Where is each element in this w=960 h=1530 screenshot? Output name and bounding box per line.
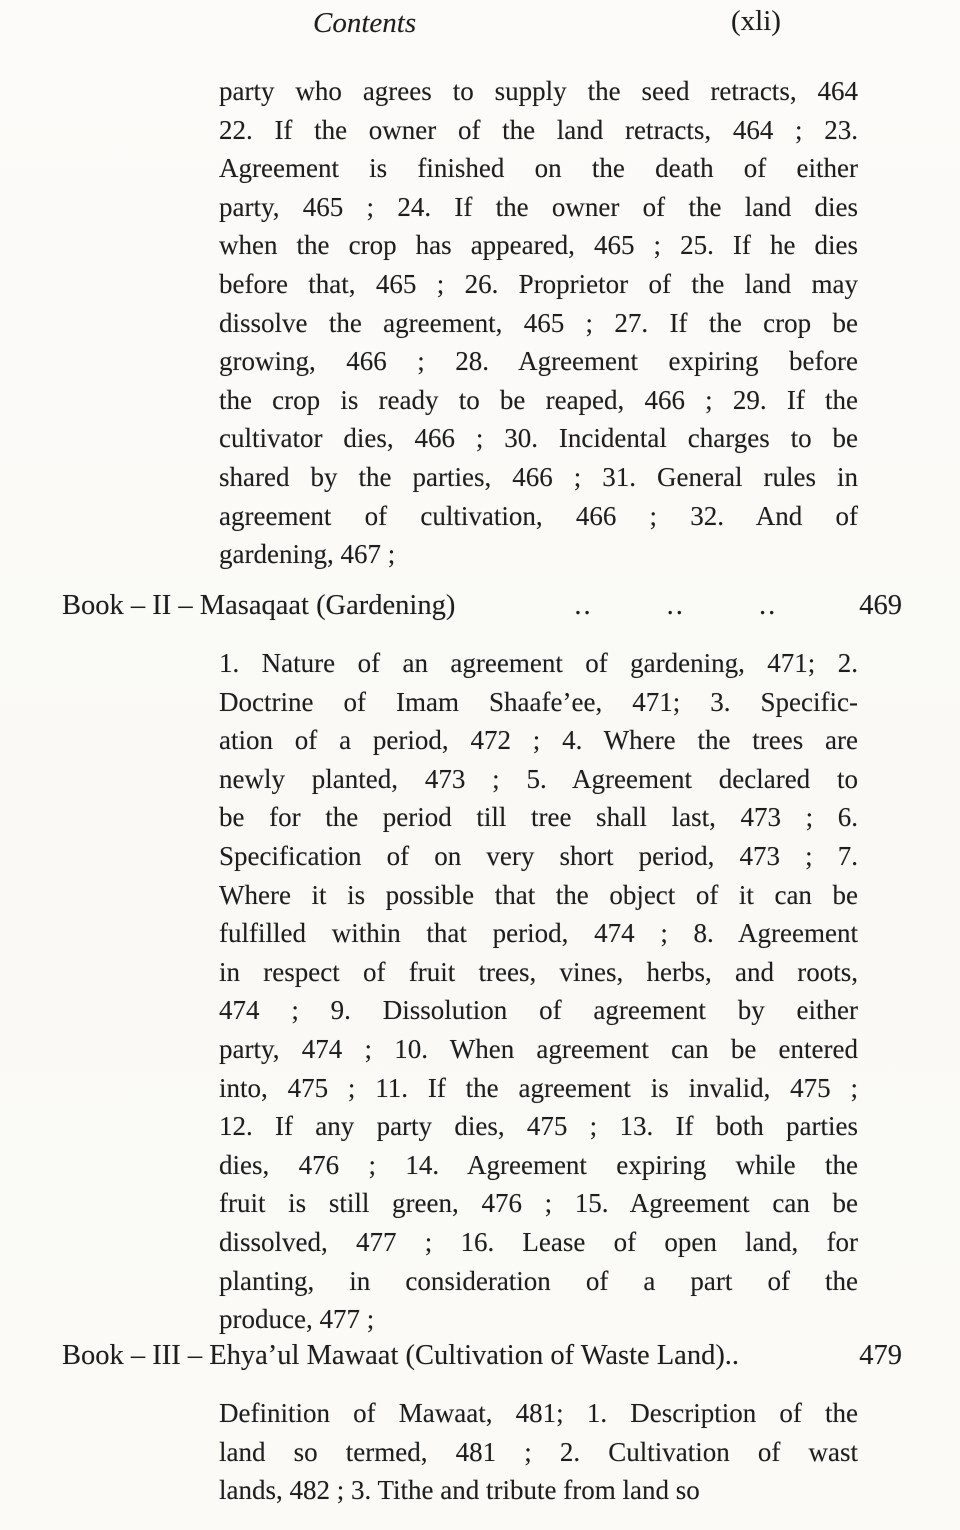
toc-line: lands, 482 ; 3. Tithe and tribute from land so (219, 1475, 700, 1506)
book-page-number: 469 (859, 590, 902, 621)
toc-line: produce, 477 ; (219, 1304, 375, 1335)
book-heading-3 (62, 1336, 902, 1375)
toc-line: party, 474 ; 10. When agreement can be entered (219, 1033, 858, 1064)
toc-line: planting, in consideration of a part of the (219, 1265, 858, 1296)
toc-line: dies, 476 ; 14. Agreement expiring while the (219, 1149, 858, 1180)
toc-line: land so termed, 481 ; 2. Cultivation of wast (219, 1436, 858, 1467)
dot-leader: .. (574, 590, 593, 621)
toc-line: 1. Nature of an agreement of gardening, 471; 2. (219, 648, 858, 678)
toc-line: Agreement is finished on the death of either (219, 153, 858, 184)
toc-line: Where it is possible that the object of it can be (219, 879, 858, 910)
toc-line: into, 475 ; 11. If the agreement is invalid, 475 ; (219, 1072, 858, 1103)
toc-line: newly planted, 473 ; 5. Agreement declared to (219, 763, 858, 794)
toc-line: fruit is still green, 476 ; 15. Agreement can be (219, 1188, 858, 1219)
toc-line: dissolve the agreement, 465 ; 27. If the crop be (219, 307, 858, 338)
toc-line: gardening, 467 ; (219, 539, 396, 570)
toc-line: party, 465 ; 24. If the owner of the land dies (219, 191, 858, 222)
toc-line: fulfilled within that period, 474 ; 8. Agreement (219, 918, 858, 949)
toc-line: party who agrees to supply the seed retracts, 464 (219, 76, 858, 106)
toc-line: Definition of Mawaat, 481; 1. Description of the (219, 1398, 858, 1428)
toc-line: the crop is ready to be reaped, 466 ; 29. If the (219, 384, 858, 415)
toc-line: ation of a period, 472 ; 4. Where the trees are (219, 725, 858, 756)
toc-line: before that, 465 ; 26. Proprietor of the land may (219, 268, 858, 299)
toc-line: agreement of cultivation, 466 ; 32. And of (219, 500, 858, 531)
toc-line: Specification of on very short period, 473 ; 7. (219, 840, 858, 871)
book-page-number: 479 (859, 1340, 902, 1371)
toc-line: 474 ; 9. Dissolution of agreement by either (219, 995, 858, 1026)
toc-line: growing, 466 ; 28. Agreement expiring before (219, 346, 858, 377)
toc-line: 12. If any party dies, 475 ; 13. If both parties (219, 1111, 858, 1142)
toc-paragraph-book2 (219, 644, 858, 1339)
toc-line: 22. If the owner of the land retracts, 464 ; 23. (219, 114, 858, 145)
dot-leaders (455, 586, 859, 625)
toc-line: cultivator dies, 466 ; 30. Incidental charges to be (219, 423, 858, 454)
toc-paragraph-book1-continued (219, 72, 858, 574)
dot-leader: .. (666, 590, 685, 621)
toc-line: be for the period till tree shall last, 473 ; 6. (219, 802, 858, 833)
book-heading-label: Book – II – Masaqaat (Gardening) (62, 590, 456, 621)
dot-leader: .. (758, 590, 778, 621)
book-heading-label: Book – III – Ehya’ul Mawaat (Cultivation of Waste Land).. (62, 1340, 740, 1371)
toc-line: when the crop has appeared, 465 ; 25. If he dies (219, 230, 858, 261)
page-title: Contents (313, 7, 417, 39)
toc-line: shared by the parties, 466 ; 31. General rules in (219, 461, 858, 492)
toc-paragraph-book3 (219, 1394, 858, 1510)
toc-line: dissolved, 477 ; 16. Lease of open land, for (219, 1226, 858, 1257)
folio-page-number: (xli) (731, 5, 781, 37)
toc-line: in respect of fruit trees, vines, herbs, and roots, (219, 956, 858, 987)
book-heading-2 (62, 586, 902, 625)
toc-line: Doctrine of Imam Shaafe’ee, 471; 3. Specific- (219, 686, 858, 717)
